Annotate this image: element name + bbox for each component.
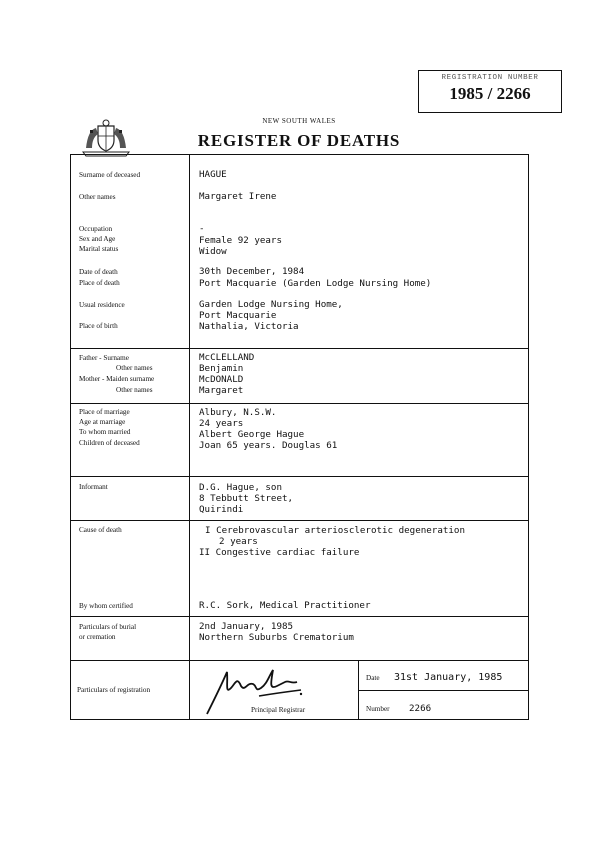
label-place-of-death: Place of death [79, 279, 120, 287]
label-usual-residence: Usual residence [79, 301, 125, 309]
value-cause-line1: I Cerebrovascular arteriosclerotic degeneration [205, 525, 465, 536]
value-mother-maiden-surname: McDONALD [199, 374, 244, 385]
column-divider [189, 155, 190, 719]
label-particulars-of-registration: Particulars of registration [77, 686, 151, 694]
state-heading: NEW SOUTH WALES [262, 117, 336, 125]
section-divider [71, 660, 528, 661]
value-father-surname: McCLELLAND [199, 352, 255, 363]
registration-number-box [418, 70, 562, 113]
label-place-of-marriage: Place of marriage [79, 408, 130, 416]
label-age-at-marriage: Age at marriage [79, 418, 126, 426]
value-place-of-birth: Nathalia, Victoria [199, 321, 299, 332]
page-title: REGISTER OF DEATHS [197, 131, 401, 150]
value-informant-line1: D.G. Hague, son [199, 482, 282, 493]
label-surname: Surname of deceased [79, 171, 141, 179]
value-to-whom-married: Albert George Hague [199, 429, 305, 440]
value-occupation: - [199, 223, 205, 234]
label-other-names: Other names [79, 193, 116, 201]
label-sex-age: Sex and Age [79, 235, 116, 243]
registration-number-label: REGISTRATION NUMBER [441, 74, 539, 82]
label-mother-other-names: Other names [116, 386, 153, 394]
value-residence-line2: Port Macquarie [199, 310, 277, 321]
label-burial-line2: or cremation [79, 633, 116, 641]
value-surname: HAGUE [199, 169, 227, 180]
section-divider [71, 616, 528, 617]
value-age-at-marriage: 24 years [199, 418, 244, 429]
label-date-of-death: Date of death [79, 268, 118, 276]
section-divider [71, 520, 528, 521]
value-place-of-marriage: Albury, N.S.W. [199, 407, 277, 418]
value-informant-line3: Quirindi [199, 504, 244, 515]
value-informant-line2: 8 Tebbutt Street, [199, 493, 294, 504]
label-father-surname: Father - Surname [79, 354, 129, 362]
value-date-of-death: 30th December, 1984 [199, 266, 305, 277]
register-form [70, 154, 529, 720]
value-marital-status: Widow [199, 246, 227, 257]
value-other-names: Margaret Irene [199, 191, 277, 202]
value-burial-line1: 2nd January, 1985 [199, 621, 294, 632]
value-certified-by: R.C. Sork, Medical Practitioner [199, 600, 371, 611]
value-place-of-death: Port Macquarie (Garden Lodge Nursing Home) [199, 278, 432, 289]
label-occupation: Occupation [79, 225, 113, 233]
label-burial-line1: Particulars of burial [79, 623, 137, 631]
value-burial-line2: Northern Suburbs Crematorium [199, 632, 354, 643]
label-children: Children of deceased [79, 439, 140, 447]
value-mother-other-names: Margaret [199, 385, 244, 396]
label-mother-maiden-surname: Mother - Maiden surname [79, 375, 155, 383]
label-to-whom-married: To whom married [79, 428, 131, 436]
coat-of-arms-icon [78, 118, 134, 158]
label-registration-number: Number [366, 705, 390, 713]
value-residence-line1: Garden Lodge Nursing Home, [199, 299, 343, 310]
value-cause-line2: 2 years [219, 536, 258, 547]
value-registration-date: 31st January, 1985 [394, 672, 503, 683]
value-children: Joan 65 years. Douglas 61 [199, 440, 338, 451]
registration-cell-divider [358, 690, 528, 691]
label-place-of-birth: Place of birth [79, 322, 118, 330]
section-divider [71, 348, 528, 349]
section-divider [71, 476, 528, 477]
label-principal-registrar: Principal Registrar [251, 706, 306, 714]
value-father-other-names: Benjamin [199, 363, 244, 374]
registration-number: 1985 / 2266 [449, 84, 531, 103]
section-divider [71, 403, 528, 404]
label-informant: Informant [79, 483, 108, 491]
label-cause-of-death: Cause of death [79, 526, 122, 534]
label-marital-status: Marital status [79, 245, 119, 253]
label-certified-by: By whom certified [79, 602, 133, 610]
value-cause-line3: II Congestive cardiac failure [199, 547, 360, 558]
label-father-other-names: Other names [116, 364, 153, 372]
label-registration-date: Date [366, 674, 380, 682]
value-registration-number: 2266 [409, 703, 432, 714]
value-sex-age: Female 92 years [199, 235, 282, 246]
